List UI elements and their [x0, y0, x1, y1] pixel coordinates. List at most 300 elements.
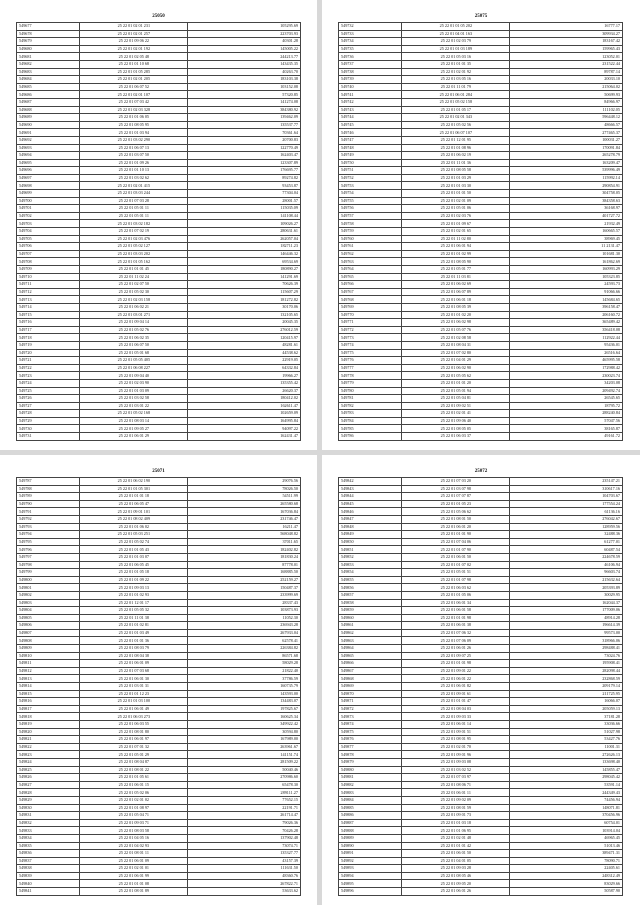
row-amount-cell: 143435.35: [188, 60, 301, 68]
row-amount-cell: 276042.67: [510, 515, 623, 523]
table-row: [17, 395, 301, 403]
row-id-cell: 549715: [17, 311, 80, 319]
row-id-cell: 549825: [17, 766, 80, 774]
row-id-cell: 549745: [339, 121, 402, 129]
row-code-cell: 25 22 01 06 01 49: [80, 705, 188, 713]
table-row: [17, 721, 301, 729]
row-code-cell: 25 22 01 08 05 58: [402, 167, 510, 175]
row-amount-cell: 103914.04: [510, 827, 623, 835]
row-id-cell: 549696: [17, 167, 80, 175]
row-amount-cell: 263961.67: [188, 743, 301, 751]
row-id-cell: 549730: [17, 425, 80, 433]
table-row: [17, 865, 301, 873]
row-amount-cell: 170091.84: [510, 144, 623, 152]
table-row: [339, 796, 623, 804]
table-row: [17, 622, 301, 630]
row-amount-cell: 282098.44: [510, 667, 623, 675]
table-row: [17, 45, 301, 53]
row-id-cell: 549692: [17, 136, 80, 144]
row-amount-cell: 22405.61: [510, 865, 623, 873]
table-row: [339, 607, 623, 615]
row-code-cell: 25 22 01 01 05 301: [80, 485, 188, 493]
row-id-cell: 549872: [339, 705, 402, 713]
row-id-cell: 549868: [339, 675, 402, 683]
row-id-cell: 549807: [17, 629, 80, 637]
table-row: [17, 500, 301, 508]
row-code-cell: 25 22 01 01 05 23: [402, 500, 510, 508]
row-amount-cell: 290854.91: [510, 182, 623, 190]
row-amount-cell: 160665.57: [510, 228, 623, 236]
row-amount-cell: 70361.64: [188, 129, 301, 137]
row-amount-cell: 61277.01: [510, 538, 623, 546]
row-amount-cell: 160625.34: [188, 713, 301, 721]
row-id-cell: 549710: [17, 273, 80, 281]
row-amount-cell: 115992.14: [510, 174, 623, 182]
row-id-cell: 549703: [17, 220, 80, 228]
row-code-cell: 25 22 01 06 01 82: [402, 683, 510, 691]
table-row: [339, 675, 623, 683]
row-id-cell: 549867: [339, 667, 402, 675]
row-code-cell: 25 22 01 06 03 62: [402, 584, 510, 592]
row-code-cell: 25 22 01 04 02 93: [80, 842, 188, 850]
row-code-cell: 25 22 01 05 05 62: [402, 372, 510, 380]
row-amount-cell: 48281.61: [188, 341, 301, 349]
row-code-cell: 25 22 01 06 02 19: [402, 152, 510, 160]
row-id-cell: 549895: [339, 880, 402, 888]
table-row: [17, 667, 301, 675]
row-code-cell: 25 22 01 06 01 50: [402, 553, 510, 561]
row-amount-cell: 37011.65: [188, 538, 301, 546]
row-amount-cell: 60754.01: [510, 819, 623, 827]
row-id-cell: 549699: [17, 190, 80, 198]
row-code-cell: 25 22 01 08 05 39: [402, 303, 510, 311]
table-row: [17, 197, 301, 205]
table-row: [17, 266, 301, 274]
row-code-cell: 25 22 01 05 03 16: [402, 53, 510, 61]
row-id-cell: 549679: [17, 38, 80, 46]
row-code-cell: 25 22 01 05 01 77: [402, 266, 510, 274]
table-row: [339, 721, 623, 729]
row-id-cell: 549691: [17, 129, 80, 137]
table-row: [339, 288, 623, 296]
table-row: [339, 23, 623, 31]
row-code-cell: 25 22 01 02 03 79: [402, 38, 510, 46]
row-amount-cell: 51013.46: [510, 842, 623, 850]
row-amount-cell: 180412.02: [188, 395, 301, 403]
row-amount-cell: 267933.04: [188, 629, 301, 637]
row-code-cell: 25 22 01 09 01 101: [80, 508, 188, 516]
row-id-cell: 549830: [17, 804, 80, 812]
table-row: [17, 106, 301, 114]
row-id-cell: 549775: [339, 349, 402, 357]
table-row: [339, 865, 623, 873]
row-amount-cell: 161862.69: [510, 258, 623, 266]
row-amount-cell: 223703.93: [188, 30, 301, 38]
row-id-cell: 549694: [17, 152, 80, 160]
row-amount-cell: 11 2131.47: [510, 243, 623, 251]
row-id-cell: 549836: [17, 850, 80, 858]
row-id-cell: 549826: [17, 774, 80, 782]
row-id-cell: 549740: [339, 83, 402, 91]
row-amount-cell: 43157.39: [188, 857, 301, 865]
row-id-cell: 549708: [17, 258, 80, 266]
row-id-cell: 549829: [17, 796, 80, 804]
table-row: [17, 433, 301, 441]
table-row: [17, 698, 301, 706]
row-id-cell: 549827: [17, 781, 80, 789]
row-code-cell: 25 22 01 01 05 61: [80, 774, 188, 782]
table-row: [339, 660, 623, 668]
row-amount-cell: 78090.71: [510, 857, 623, 865]
row-code-cell: 25 22 01 02 01 65: [402, 228, 510, 236]
row-code-cell: 25 22 01 09 02 09: [402, 796, 510, 804]
row-amount-cell: 93453.87: [188, 182, 301, 190]
row-id-cell: 549873: [339, 713, 402, 721]
table-row: [339, 417, 623, 425]
row-amount-cell: 50587.90: [510, 888, 623, 896]
row-code-cell: 25 22 01 01 03 94: [80, 129, 188, 137]
row-amount-cell: 18795.72: [510, 402, 623, 410]
table-row: [17, 410, 301, 418]
table-row: [339, 576, 623, 584]
row-code-cell: 25 22 01 01 03 29: [402, 174, 510, 182]
row-code-cell: 25 22 01 01 01 98: [402, 614, 510, 622]
row-code-cell: 25 22 01 11 01 38: [80, 614, 188, 622]
row-amount-cell: 226384.82: [188, 645, 301, 653]
table-row: [339, 728, 623, 736]
row-code-cell: 25 22 01 09 06 40: [402, 417, 510, 425]
table-row: [339, 569, 623, 577]
row-id-cell: 549677: [17, 23, 80, 31]
row-id-cell: 549711: [17, 281, 80, 289]
table-row: [339, 197, 623, 205]
table-row: [339, 553, 623, 561]
row-code-cell: 25 22 01 01 09 22: [80, 576, 188, 584]
row-code-cell: 25 22 01 11 03 81: [402, 273, 510, 281]
table-row: [17, 690, 301, 698]
table-row: [339, 53, 623, 61]
row-amount-cell: 58029.28: [188, 660, 301, 668]
row-code-cell: 25 22 01 01 10 68: [80, 60, 188, 68]
row-id-cell: 549891: [339, 850, 402, 858]
row-id-cell: 549841: [17, 888, 80, 896]
row-code-cell: 25 22 01 01 01 98: [402, 660, 510, 668]
row-amount-cell: 139462.09: [188, 114, 301, 122]
row-code-cell: 25 22 01 06 01 284: [402, 91, 510, 99]
table-row: [17, 569, 301, 577]
row-amount-cell: 160735.79: [188, 683, 301, 691]
row-id-cell: 549769: [339, 303, 402, 311]
row-id-cell: 549833: [17, 827, 80, 835]
table-row: [17, 842, 301, 850]
table-row: [17, 599, 301, 607]
row-code-cell: 25 22 01 05 03 251: [80, 531, 188, 539]
table-row: [339, 508, 623, 516]
table-row: [339, 395, 623, 403]
row-id-cell: 549883: [339, 789, 402, 797]
row-amount-cell: 183103.38: [188, 76, 301, 84]
row-code-cell: 25 22 01 06 01 26: [402, 888, 510, 896]
table-row: [17, 713, 301, 721]
table-row: [339, 235, 623, 243]
row-code-cell: 25 22 01 03 02 290: [80, 136, 188, 144]
row-code-cell: 25 22 01 09 07 25: [402, 652, 510, 660]
row-amount-cell: 196614.39: [510, 622, 623, 630]
row-amount-cell: 236943.28: [188, 622, 301, 630]
row-id-cell: 549892: [339, 857, 402, 865]
table-row: [17, 136, 301, 144]
row-amount-cell: 162431.47: [188, 433, 301, 441]
row-id-cell: 549716: [17, 319, 80, 327]
row-code-cell: 25 22 01 01 03 30: [402, 182, 510, 190]
table-row: [17, 205, 301, 213]
table-row: [17, 311, 301, 319]
row-id-cell: 549877: [339, 743, 402, 751]
row-id-cell: 549787: [17, 478, 80, 486]
table-row: [339, 311, 623, 319]
table-row: [17, 144, 301, 152]
table-row: [339, 690, 623, 698]
row-id-cell: 549773: [339, 334, 402, 342]
row-id-cell: 549821: [17, 736, 80, 744]
row-id-cell: 549763: [339, 258, 402, 266]
row-id-cell: 549724: [17, 379, 80, 387]
row-id-cell: 549794: [17, 531, 80, 539]
table-row: [339, 68, 623, 76]
row-amount-cell: 265278.79: [510, 152, 623, 160]
row-amount-cell: 109026.27: [188, 220, 301, 228]
row-amount-cell: 141108.44: [188, 212, 301, 220]
row-amount-cell: 48360.76: [188, 872, 301, 880]
row-id-cell: 549789: [17, 493, 80, 501]
row-code-cell: 25 22 01 02 01 01: [80, 865, 188, 873]
table-row: [339, 433, 623, 441]
row-code-cell: 25 22 01 08 05 90: [402, 258, 510, 266]
row-id-cell: 549853: [339, 561, 402, 569]
row-amount-cell: 135327.77: [188, 850, 301, 858]
row-code-cell: 25 22 01 02 01 09: [402, 197, 510, 205]
row-code-cell: 25 22 01 08 01 89: [80, 888, 188, 896]
row-code-cell: 25 22 01 08 02 409: [80, 515, 188, 523]
row-amount-cell: 32488.36: [510, 531, 623, 539]
row-amount-cell: 141151.74: [188, 751, 301, 759]
row-amount-cell: 100031.27: [510, 136, 623, 144]
row-amount-cell: 209492.74: [510, 387, 623, 395]
row-amount-cell: 160993.29: [510, 266, 623, 274]
table-row: [339, 182, 623, 190]
row-id-cell: 549678: [17, 30, 80, 38]
row-code-cell: 25 22 01 07 06 32: [402, 629, 510, 637]
table-row: [17, 493, 301, 501]
table-row: [339, 212, 623, 220]
row-amount-cell: 172988.42: [510, 364, 623, 372]
row-id-cell: 549717: [17, 326, 80, 334]
row-code-cell: 25 22 01 05 07 76: [402, 326, 510, 334]
table-row: [339, 758, 623, 766]
table-row: [17, 880, 301, 888]
row-id-cell: 549842: [339, 478, 402, 486]
row-amount-cell: 167036.84: [188, 508, 301, 516]
row-id-cell: 549799: [17, 569, 80, 577]
row-code-cell: 25 22 01 05 02 127: [80, 243, 188, 251]
row-code-cell: 25 22 01 06 02 190: [80, 478, 188, 486]
row-id-cell: 549697: [17, 174, 80, 182]
row-id-cell: 549874: [339, 721, 402, 729]
table-row: [339, 515, 623, 523]
row-id-cell: 549805: [17, 614, 80, 622]
row-id-cell: 549843: [339, 485, 402, 493]
page-title: 25050: [152, 14, 165, 19]
row-amount-cell: 115035.09: [188, 205, 301, 213]
row-amount-cell: 262057.04: [188, 235, 301, 243]
row-code-cell: 25 22 01 06 02 98: [402, 319, 510, 327]
row-id-cell: 549862: [339, 629, 402, 637]
row-code-cell: 25 22 01 07 03 28: [80, 197, 188, 205]
row-amount-cell: 281509.22: [188, 758, 301, 766]
row-amount-cell: 94097.22: [188, 425, 301, 433]
row-code-cell: 25 22 01 04 05 16: [80, 834, 188, 842]
row-amount-cell: 99573.00: [510, 629, 623, 637]
row-id-cell: 549839: [17, 872, 80, 880]
row-code-cell: 25 22 01 06 05 45: [80, 561, 188, 569]
table-row: [339, 98, 623, 106]
row-code-cell: 25 22 01 09 01 61: [402, 690, 510, 698]
table-row: [17, 736, 301, 744]
table-row: [339, 167, 623, 175]
table-row: [17, 167, 301, 175]
row-code-cell: 25 22 01 04 01 29: [402, 357, 510, 365]
table-row: [17, 819, 301, 827]
table-row: [339, 683, 623, 691]
row-id-cell: 549770: [339, 311, 402, 319]
row-id-cell: 549736: [339, 53, 402, 61]
row-amount-cell: 122770.49: [188, 144, 301, 152]
row-amount-cell: 232868.59: [510, 675, 623, 683]
table-row: [17, 804, 301, 812]
row-code-cell: 25 22 01 06 02 35: [80, 334, 188, 342]
row-amount-cell: 105295.69: [188, 23, 301, 31]
row-amount-cell: 177554.24: [510, 500, 623, 508]
row-id-cell: 549810: [17, 652, 80, 660]
row-id-cell: 549783: [339, 410, 402, 418]
table-row: [339, 349, 623, 357]
row-amount-cell: 38165.87: [510, 425, 623, 433]
table-row: [17, 174, 301, 182]
row-code-cell: 25 22 01 01 02 93: [80, 591, 188, 599]
row-code-cell: 25 22 01 01 02 20: [402, 311, 510, 319]
row-amount-cell: 48666.57: [510, 121, 623, 129]
table-row: [339, 645, 623, 653]
table-row: [339, 296, 623, 304]
table-row: [339, 136, 623, 144]
table-row: [17, 515, 301, 523]
row-code-cell: 25 22 01 01 03 07: [80, 553, 188, 561]
row-id-cell: 549817: [17, 705, 80, 713]
row-amount-cell: 22191.71: [188, 804, 301, 812]
table-row: [17, 584, 301, 592]
table-row: [339, 698, 623, 706]
row-amount-cell: 177009.06: [510, 607, 623, 615]
row-amount-cell: 46106.94: [510, 561, 623, 569]
row-id-cell: 549800: [17, 576, 80, 584]
row-code-cell: 25 22 01 01 10 13: [80, 167, 188, 175]
row-id-cell: 549850: [339, 538, 402, 546]
row-amount-cell: 205059.13: [510, 705, 623, 713]
row-id-cell: 549894: [339, 872, 402, 880]
row-amount-cell: 276012.59: [188, 326, 301, 334]
row-id-cell: 549700: [17, 197, 80, 205]
row-id-cell: 549797: [17, 553, 80, 561]
row-amount-cell: 120415.97: [188, 334, 301, 342]
row-code-cell: 25 22 01 08 05 05: [402, 425, 510, 433]
row-amount-cell: 206160.72: [510, 311, 623, 319]
row-amount-cell: 396158.47: [510, 303, 623, 311]
table-row: [17, 872, 301, 880]
row-id-cell: 549683: [17, 68, 80, 76]
table-row: [17, 341, 301, 349]
row-code-cell: 25 22 01 02 01 231: [80, 23, 188, 31]
row-code-cell: 25 22 01 01 01 50: [402, 190, 510, 198]
row-code-cell: 25 22 01 07 04 06: [402, 538, 510, 546]
row-code-cell: 25 22 01 08 05 95: [80, 121, 188, 129]
row-code-cell: 25 22 01 05 02 74: [80, 538, 188, 546]
row-id-cell: 549889: [339, 834, 402, 842]
row-code-cell: 25 22 01 01 09 67: [402, 220, 510, 228]
row-amount-cell: 145684.65: [510, 296, 623, 304]
row-id-cell: 549687: [17, 98, 80, 106]
row-code-cell: 25 22 01 03 07 98: [402, 485, 510, 493]
row-code-cell: 25 22 01 05 02 168: [80, 410, 188, 418]
row-code-cell: 25 22 01 06 01 50: [402, 850, 510, 858]
row-amount-cell: 145855.47: [510, 766, 623, 774]
table-row: [17, 60, 301, 68]
row-amount-cell: 167989.00: [188, 736, 301, 744]
row-code-cell: 25 22 01 08 06 71: [402, 781, 510, 789]
table-row: [17, 23, 301, 31]
row-code-cell: 25 22 01 01 08 96: [402, 144, 510, 152]
row-code-cell: 25 22 01 03 01 271: [80, 311, 188, 319]
row-code-cell: 25 22 01 01 05 285: [80, 68, 188, 76]
row-code-cell: 25 22 01 01 05 06: [402, 591, 510, 599]
table-row: [339, 410, 623, 418]
document-page-4: [322, 455, 640, 905]
row-code-cell: 25 22 01 06 01 11: [402, 789, 510, 797]
table-row: [339, 827, 623, 835]
row-amount-cell: 111631.50: [188, 865, 301, 873]
table-row: [339, 402, 623, 410]
row-id-cell: 549714: [17, 303, 80, 311]
table-row: [17, 357, 301, 365]
row-amount-cell: 105323.85: [510, 273, 623, 281]
table-row: [17, 614, 301, 622]
row-id-cell: 549722: [17, 364, 80, 372]
table-row: [17, 288, 301, 296]
row-id-cell: 549818: [17, 713, 80, 721]
row-id-cell: 549718: [17, 334, 80, 342]
row-id-cell: 549881: [339, 774, 402, 782]
row-code-cell: 25 22 01 03 02 182: [80, 220, 188, 228]
table-row: [339, 60, 623, 68]
row-amount-cell: 20045.35: [188, 319, 301, 327]
row-id-cell: 549681: [17, 53, 80, 61]
row-id-cell: 549751: [339, 167, 402, 175]
row-id-cell: 549880: [339, 766, 402, 774]
row-code-cell: 25 22 01 02 03 76: [402, 212, 510, 220]
table-row: [17, 425, 301, 433]
row-code-cell: 25 22 01 02 07 50: [80, 281, 188, 289]
row-id-cell: 549803: [17, 599, 80, 607]
row-id-cell: 549742: [339, 98, 402, 106]
